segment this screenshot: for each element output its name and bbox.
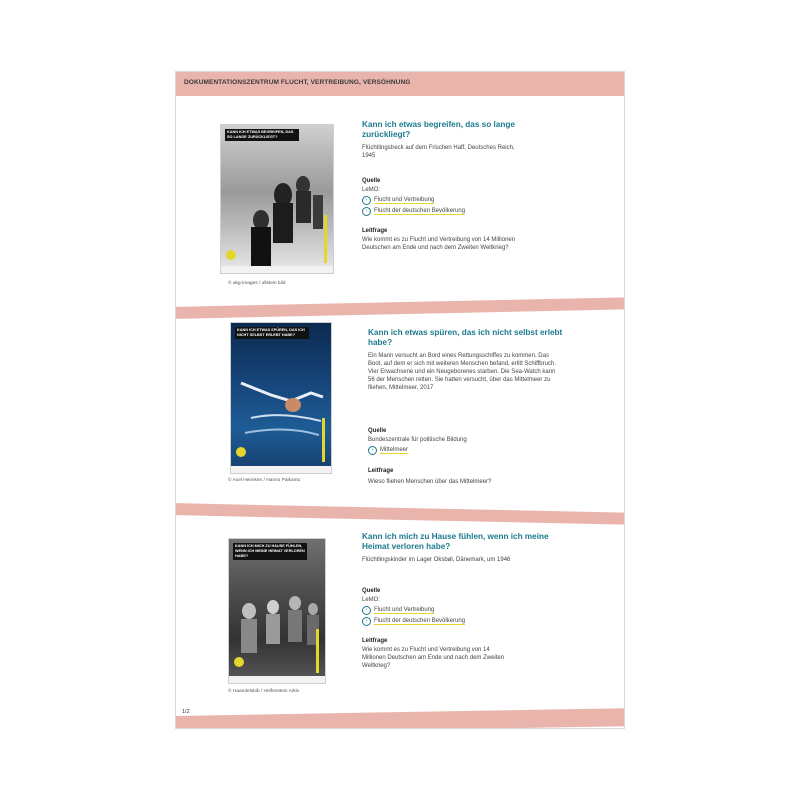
arrow-icon: › (362, 196, 371, 205)
arrow-icon: › (362, 617, 371, 626)
link-flucht-und-vertreibung[interactable]: › Flucht und Vertreibung (362, 606, 434, 615)
guide-label: Leitfrage (362, 638, 388, 644)
accent-stripe (322, 418, 325, 462)
section-question: Kann ich etwas spüren, das ich nicht selbst erlebt habe? (368, 328, 563, 347)
guide-label: Leitfrage (362, 228, 388, 234)
poster-caption: KANN ICH ETWAS SPÜREN, DAS ICH NICHT SELBST ERLEBT HABE? (235, 327, 309, 339)
page-header (176, 72, 624, 96)
poster-footer (229, 676, 325, 683)
link-flucht-und-vertreibung[interactable]: › Flucht und Vertreibung (362, 196, 434, 205)
link-flucht-der-deutschen-bevoelkerung[interactable]: › Flucht der deutschen Bevölkerung (362, 617, 465, 626)
header-title: DOKUMENTATIONSZENTRUM FLUCHT, VERTREIBUNG, VERSÖHNUNG (184, 79, 411, 86)
image-credit: © Axel Heimken / Hanno Paikantu (228, 478, 301, 483)
poster-caption: KANN ICH MICH ZU HAUSE FÜHLEN, WENN ICH MEINE HEIMAT VERLOREN HABE? (233, 543, 307, 560)
arrow-icon: › (368, 446, 377, 455)
footer-band (176, 708, 624, 728)
section-divider (176, 297, 624, 319)
image-credit: © akg-images / ullstein bild (228, 281, 286, 286)
refugees-photo-icon (221, 125, 333, 273)
logo-icon (226, 250, 236, 260)
link-mittelmeer[interactable]: › Mittelmeer (368, 446, 408, 455)
source-text: LeMO: (362, 597, 381, 603)
poster-footer (231, 466, 331, 473)
poster-image-3 (228, 538, 326, 684)
section-question: Kann ich etwas begreifen, das so lange zurückliegt? (362, 120, 515, 139)
section-question: Kann ich mich zu Hause fühlen, wenn ich meine Heimat verloren habe? (362, 532, 549, 551)
poster-caption: KANN ICH ETWAS BEGREIFEN, DAS SO LANGE ZURÜCKLIEGT? (225, 129, 299, 141)
poster-footer (221, 266, 333, 273)
image-credit: © Haandelsbib / Helfenstein Arkiv (228, 689, 300, 694)
accent-stripe (316, 629, 319, 673)
logo-icon (236, 447, 246, 457)
guide-text: Wieso fliehen Menschen über das Mittelmeer? (368, 479, 492, 485)
swimmer-photo-icon (231, 323, 331, 473)
section-description: Ein Mann versucht an Bord eines Rettungsschiffes zu kommen. Das Boot, auf dem er sich mit weiteren Menschen befand, erlitt Schiffbruch. Vier Erwachsene und ein Neugeborenes starben. Die Sea-Watch kann 56 der Menschen retten. Sie hatten versucht, über das Mittelmeer zu fliehen, Mittelmeer, 2017 (368, 353, 556, 391)
guide-text: Wie kommt es zu Flucht und Vertreibung von 14 Millionen Deutschen am Ende und nach dem Zweiten Weltkrieg? (362, 647, 505, 669)
source-text: Bundeszentrale für politische Bildung (368, 437, 467, 443)
section-divider (176, 503, 624, 525)
logo-icon (234, 657, 244, 667)
document-page (176, 72, 624, 728)
source-label: Quelle (368, 428, 387, 434)
source-label: Quelle (362, 178, 381, 184)
page-number: 1/2 (182, 709, 190, 715)
source-text: LeMO: (362, 187, 381, 193)
arrow-icon: › (362, 207, 371, 216)
guide-text: Wie kommt es zu Flucht und Vertreibung von 14 Millionen Deutschen am Ende und nach dem Zweiten Weltkrieg? (362, 237, 516, 251)
section-description: Flüchtlingstreck auf dem Frischen Haff, Deutsches Reich, 1945 (362, 145, 515, 159)
arrow-icon: › (362, 606, 371, 615)
link-flucht-der-deutschen-bevoelkerung[interactable]: › Flucht der deutschen Bevölkerung (362, 207, 465, 216)
poster-image-1 (220, 124, 334, 274)
source-label: Quelle (362, 588, 381, 594)
guide-label: Leitfrage (368, 468, 394, 474)
accent-stripe (324, 215, 327, 263)
section-description: Flüchtlingskinder im Lager Oksbøl, Dänemark, um 1946 (362, 557, 511, 563)
poster-image-2 (230, 322, 332, 474)
